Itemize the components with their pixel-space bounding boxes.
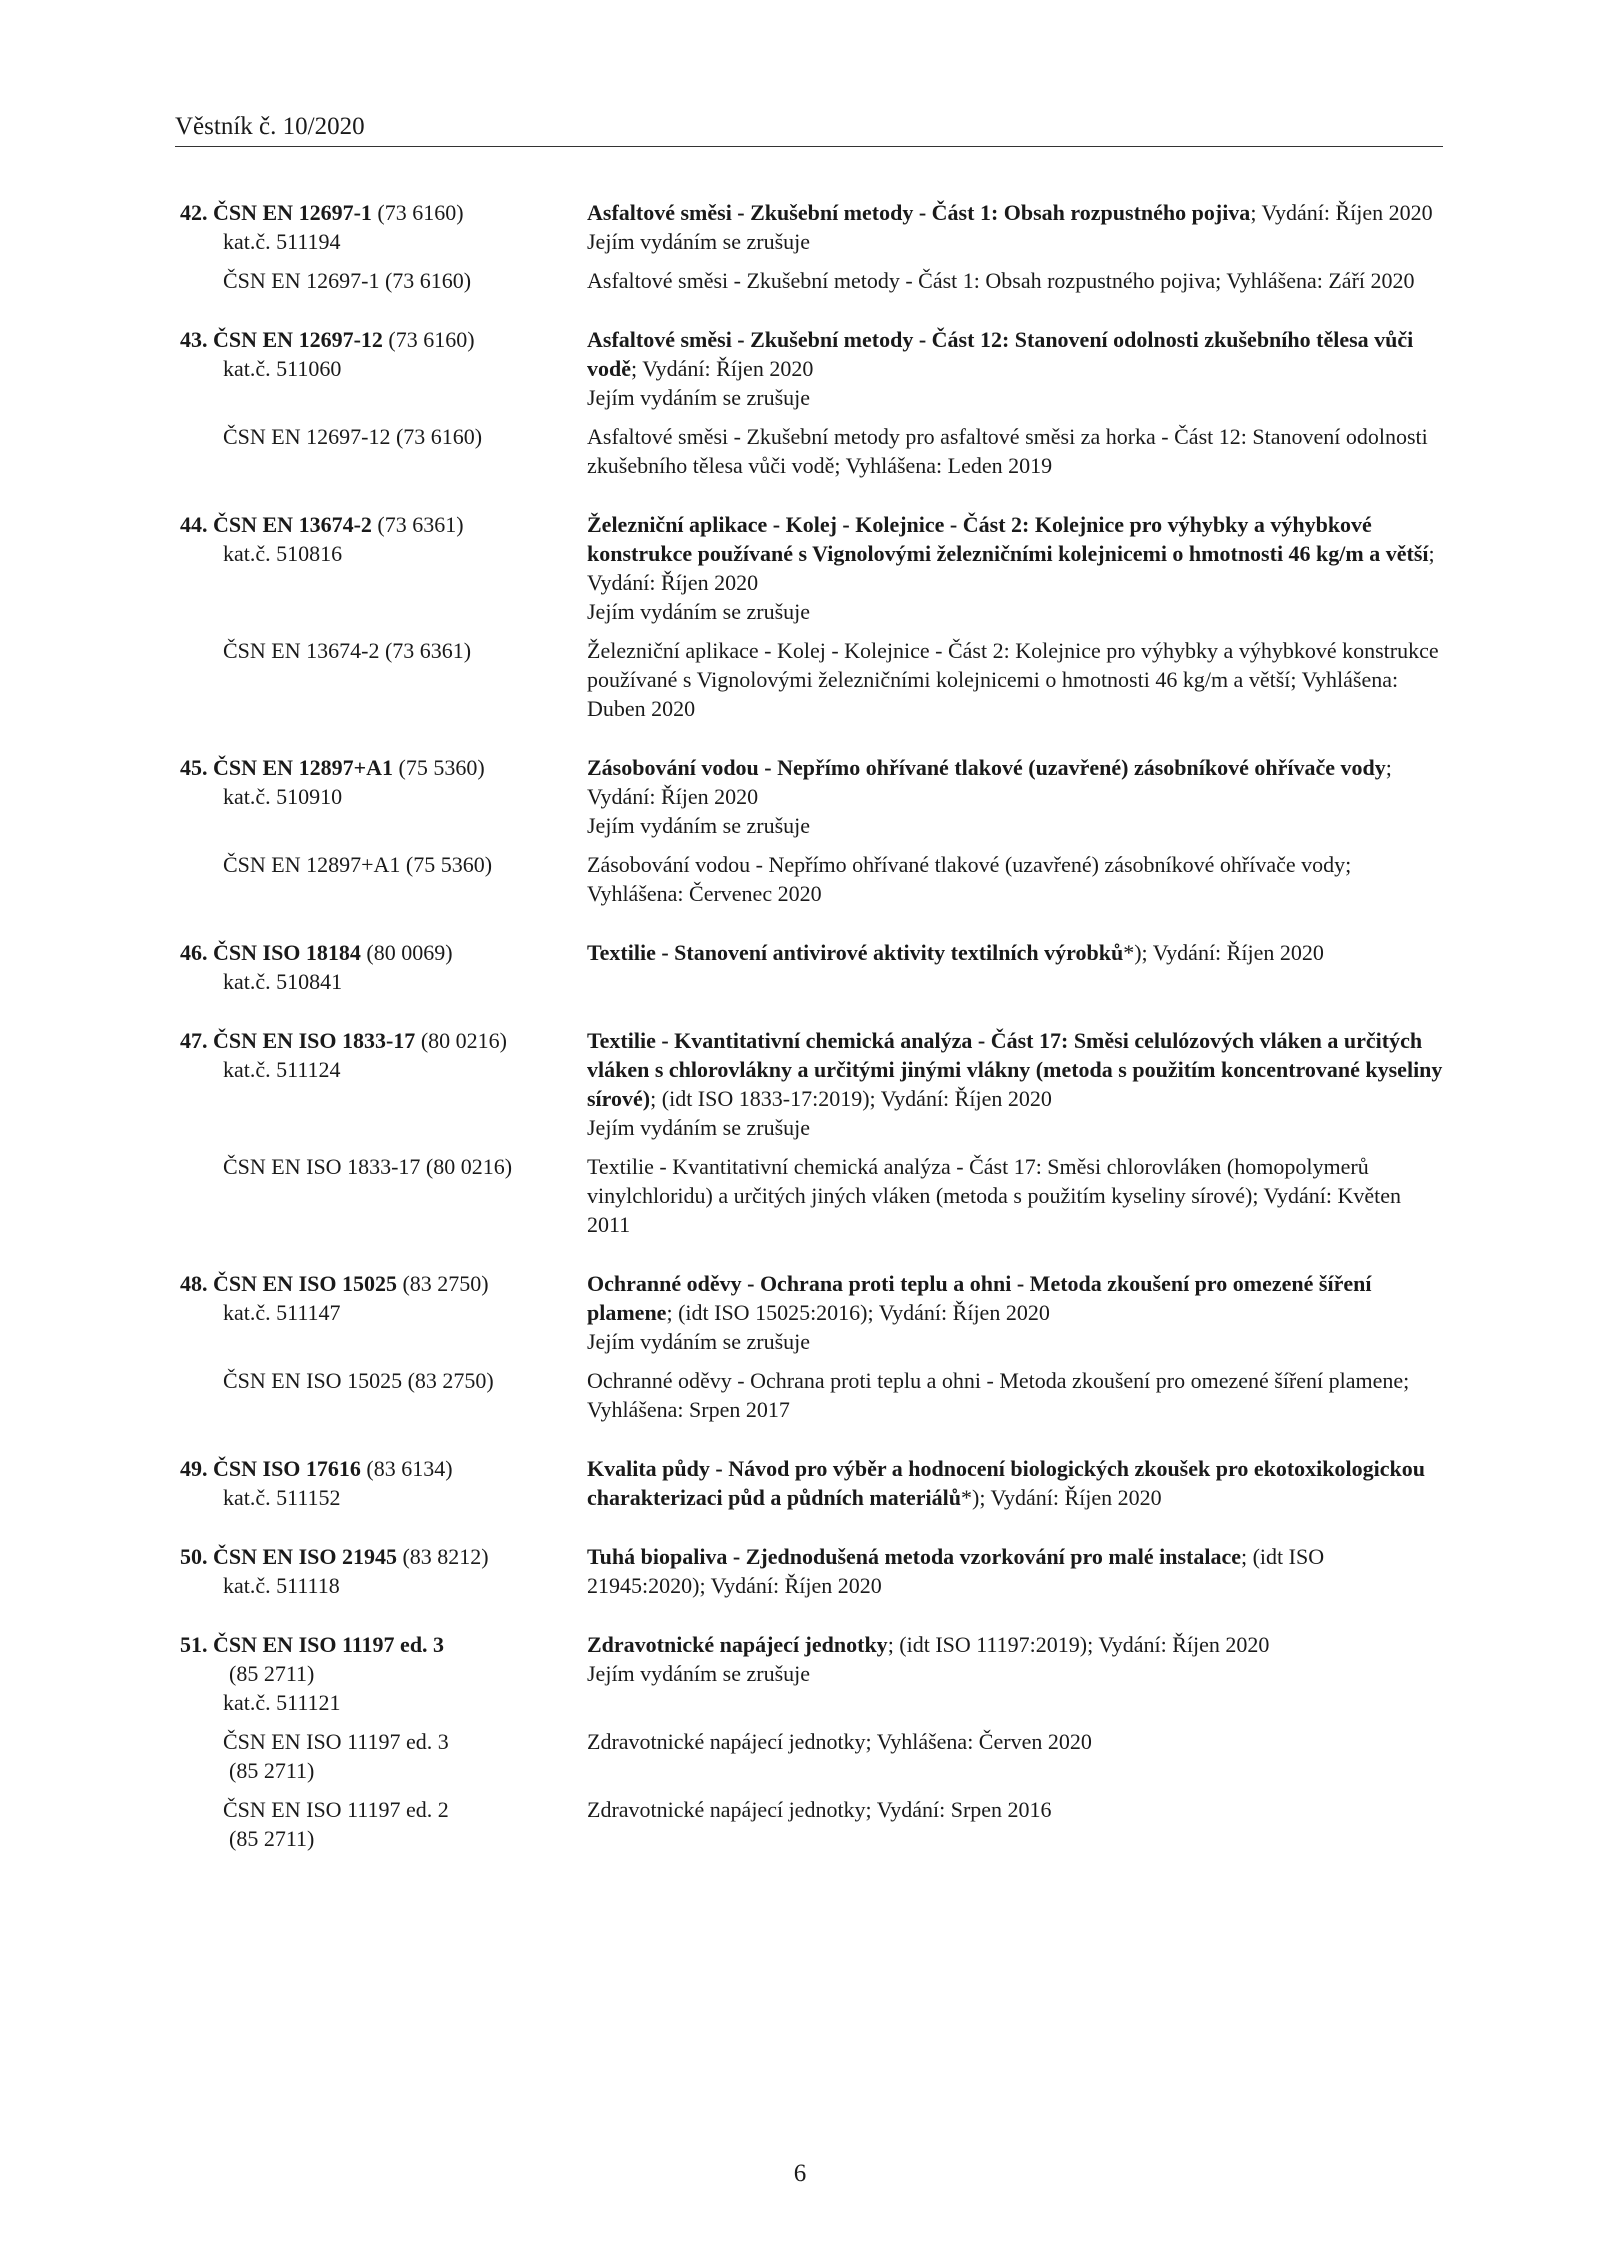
cancel-note: Jejím vydáním se zrušuje bbox=[587, 599, 811, 624]
header-rule bbox=[175, 146, 1443, 147]
cancel-note: Jejím vydáním se zrušuje bbox=[587, 813, 811, 838]
entry-issue: ; Vydání: Říjen 2020 bbox=[587, 541, 1435, 595]
entry-code: ČSN EN ISO 1833-17 bbox=[213, 1028, 416, 1053]
entry-identifier bbox=[180, 1542, 587, 1600]
replaced-standard bbox=[180, 422, 1446, 480]
entry-number: 51. bbox=[180, 1632, 208, 1657]
entry-description bbox=[587, 325, 1446, 412]
replaced-code: ČSN EN 12897+A1 (75 5360) bbox=[223, 852, 493, 877]
entry-title: Železniční aplikace - Kolej - Kolejnice - Část 2: Kolejnice pro výhybky a výhybkové konstrukce používané s Vignolovými železničními kolejnicemi o hmotnosti 46 kg/m a větší bbox=[587, 512, 1429, 566]
replaced-code: ČSN EN 12697-1 (73 6160) bbox=[223, 268, 472, 293]
entry-title: Zdravotnické napájecí jednotky bbox=[587, 1632, 888, 1657]
entry-identifier bbox=[180, 1026, 587, 1142]
cancel-note: Jejím vydáním se zrušuje bbox=[587, 385, 811, 410]
entry-number: 43. bbox=[180, 327, 208, 352]
entry-class: (73 6160) bbox=[377, 200, 464, 225]
standard-entry bbox=[180, 938, 1446, 996]
replaced-code: ČSN EN ISO 11197 ed. 3 bbox=[223, 1729, 449, 1754]
standard-entry bbox=[180, 1026, 1446, 1239]
entry-code: ČSN EN 13674-2 bbox=[213, 512, 372, 537]
entry-class: (75 5360) bbox=[398, 755, 485, 780]
entry-class: (83 6134) bbox=[366, 1456, 453, 1481]
standard-entry bbox=[180, 1630, 1446, 1853]
entry-description bbox=[587, 510, 1446, 626]
replaced-code: ČSN EN 13674-2 (73 6361) bbox=[223, 638, 472, 663]
replaced-standard bbox=[180, 636, 1446, 723]
entry-number: 47. bbox=[180, 1028, 208, 1053]
standard-entry bbox=[180, 1542, 1446, 1600]
entry-description bbox=[587, 1542, 1446, 1600]
entry-catalog: kat.č. 511060 bbox=[223, 356, 342, 381]
entry-code: ČSN ISO 17616 bbox=[213, 1456, 361, 1481]
entry-description bbox=[587, 938, 1446, 996]
entry-code: ČSN EN ISO 11197 ed. 3 bbox=[213, 1632, 445, 1657]
replaced-standard bbox=[180, 1152, 1446, 1239]
entry-issue: *); Vydání: Říjen 2020 bbox=[961, 1485, 1162, 1510]
entry-issue: ; Vydání: Říjen 2020 bbox=[587, 755, 1392, 809]
entry-catalog: kat.č. 511152 bbox=[223, 1485, 341, 1510]
entry-description bbox=[587, 1454, 1446, 1512]
entry-catalog: kat.č. 511147 bbox=[223, 1300, 341, 1325]
entry-identifier bbox=[180, 510, 587, 626]
cancel-note: Jejím vydáním se zrušuje bbox=[587, 229, 811, 254]
entry-description bbox=[587, 1026, 1446, 1142]
entry-description bbox=[587, 1269, 1446, 1356]
entry-catalog: kat.č. 510910 bbox=[223, 784, 343, 809]
standard-entry bbox=[180, 753, 1446, 908]
entry-number: 45. bbox=[180, 755, 208, 780]
page-number: 6 bbox=[793, 2160, 807, 2187]
replaced-text: Zdravotnické napájecí jednotky; Vyhlášena: Červen 2020 bbox=[587, 1729, 1092, 1754]
entry-identifier bbox=[180, 325, 587, 412]
replaced-text: Zdravotnické napájecí jednotky; Vydání: Srpen 2016 bbox=[587, 1797, 1052, 1822]
replaced-text: Textilie - Kvantitativní chemická analýza - Část 17: Směsi chlorovláken (homopolymerů vinylchloridu) a určitých jiných vláken (metoda s použitím kyseliny sírové); Vydání: Květen 2011 bbox=[587, 1154, 1402, 1237]
entry-number: 42. bbox=[180, 200, 208, 225]
entry-code: ČSN EN ISO 15025 bbox=[213, 1271, 397, 1296]
standard-entry bbox=[180, 198, 1446, 295]
entry-issue: *); Vydání: Říjen 2020 bbox=[1123, 940, 1324, 965]
entry-class: (83 2750) bbox=[402, 1271, 489, 1296]
entry-title: Ochranné oděvy - Ochrana proti teplu a ohni - Metoda zkoušení pro omezené šíření plamene bbox=[587, 1271, 1372, 1325]
entry-catalog: kat.č. 511118 bbox=[223, 1573, 340, 1598]
entry-number: 44. bbox=[180, 512, 208, 537]
replaced-class: (85 2711) bbox=[229, 1758, 315, 1783]
entry-identifier bbox=[180, 1269, 587, 1356]
replaced-standard bbox=[180, 1795, 1446, 1853]
standard-entry bbox=[180, 510, 1446, 723]
entry-identifier bbox=[180, 198, 587, 256]
replaced-text: Asfaltové směsi - Zkušební metody - Část 1: Obsah rozpustného pojiva; Vyhlášena: Září 2020 bbox=[587, 268, 1415, 293]
entry-number: 46. bbox=[180, 940, 208, 965]
cancel-note: Jejím vydáním se zrušuje bbox=[587, 1661, 811, 1686]
entry-class: (73 6160) bbox=[388, 327, 475, 352]
replaced-code: ČSN EN ISO 15025 (83 2750) bbox=[223, 1368, 494, 1393]
entry-code: ČSN EN 12697-1 bbox=[213, 200, 372, 225]
standard-entry bbox=[180, 325, 1446, 480]
entry-number: 50. bbox=[180, 1544, 208, 1569]
entry-number: 49. bbox=[180, 1456, 208, 1481]
entry-title: Textilie - Stanovení antivirové aktivity textilních výrobků bbox=[587, 940, 1124, 965]
entry-identifier bbox=[180, 1454, 587, 1512]
replaced-class: (85 2711) bbox=[229, 1826, 315, 1851]
entry-identifier bbox=[180, 938, 587, 996]
entry-catalog: kat.č. 510841 bbox=[223, 969, 343, 994]
entry-class: (80 0216) bbox=[420, 1028, 507, 1053]
cancel-note: Jejím vydáním se zrušuje bbox=[587, 1115, 811, 1140]
replaced-code: ČSN EN 12697-12 (73 6160) bbox=[223, 424, 483, 449]
entry-number: 48. bbox=[180, 1271, 208, 1296]
entry-catalog: kat.č. 511124 bbox=[223, 1057, 341, 1082]
entry-code: ČSN ISO 18184 bbox=[213, 940, 361, 965]
replaced-text: Asfaltové směsi - Zkušební metody pro asfaltové směsi za horka - Část 12: Stanovení odolnosti zkušebního tělesa vůči vodě; Vyhlášena: Leden 2019 bbox=[587, 424, 1428, 478]
replaced-standard bbox=[180, 850, 1446, 908]
standard-entry bbox=[180, 1454, 1446, 1512]
entry-title: Asfaltové směsi - Zkušební metody - Část 12: Stanovení odolnosti zkušebního tělesa vůči vodě bbox=[587, 327, 1414, 381]
replaced-standard bbox=[180, 1727, 1446, 1785]
entry-code: ČSN EN 12697-12 bbox=[213, 327, 383, 352]
replaced-standard bbox=[180, 1366, 1446, 1424]
entry-identifier bbox=[180, 753, 587, 840]
entry-code: ČSN EN 12897+A1 bbox=[213, 755, 393, 780]
entry-title: Zásobování vodou - Nepřímo ohřívané tlakové (uzavřené) zásobníkové ohřívače vody bbox=[587, 755, 1386, 780]
entry-title: Asfaltové směsi - Zkušební metody - Část 1: Obsah rozpustného pojiva bbox=[587, 200, 1251, 225]
entry-class: (83 8212) bbox=[402, 1544, 489, 1569]
entry-catalog: kat.č. 510816 bbox=[223, 541, 343, 566]
replaced-text: Zásobování vodou - Nepřímo ohřívané tlakové (uzavřené) zásobníkové ohřívače vody; Vyhlášena: Červenec 2020 bbox=[587, 852, 1352, 906]
entry-description bbox=[587, 198, 1446, 256]
entry-title: Kvalita půdy - Návod pro výběr a hodnocení biologických zkoušek pro ekotoxikologickou charakterizaci půd a půdních materiálů bbox=[587, 1456, 1425, 1510]
entry-issue: ; (idt ISO 11197:2019); Vydání: Říjen 2020 bbox=[887, 1632, 1270, 1657]
entry-title: Textilie - Kvantitativní chemická analýza - Část 17: Směsi celulózových vláken a určitých vláken s chlorovlákny a určitými jinými vlákny (metoda s použitím koncentrované kyseliny sírové) bbox=[587, 1028, 1443, 1111]
entry-class: (73 6361) bbox=[377, 512, 464, 537]
entry-title: Tuhá biopaliva - Zjednodušená metoda vzorkování pro malé instalace bbox=[587, 1544, 1241, 1569]
entry-description bbox=[587, 1630, 1446, 1717]
standards-list bbox=[180, 198, 1446, 1883]
entry-issue: ; (idt ISO 21945:2020); Vydání: Říjen 2020 bbox=[587, 1544, 1325, 1598]
replaced-code: ČSN EN ISO 1833-17 (80 0216) bbox=[223, 1154, 513, 1179]
entry-issue: ; (idt ISO 15025:2016); Vydání: Říjen 2020 bbox=[666, 1300, 1050, 1325]
cancel-note: Jejím vydáním se zrušuje bbox=[587, 1329, 811, 1354]
entry-issue: ; Vydání: Říjen 2020 bbox=[1250, 200, 1433, 225]
entry-description bbox=[587, 753, 1446, 840]
entry-issue: ; Vydání: Říjen 2020 bbox=[631, 356, 814, 381]
entry-catalog: kat.č. 511121 bbox=[223, 1690, 341, 1715]
replaced-text: Ochranné oděvy - Ochrana proti teplu a ohni - Metoda zkoušení pro omezené šíření plamene; Vyhlášena: Srpen 2017 bbox=[587, 1368, 1410, 1422]
replaced-code: ČSN EN ISO 11197 ed. 2 bbox=[223, 1797, 449, 1822]
entry-identifier bbox=[180, 1630, 587, 1717]
replaced-text: Železniční aplikace - Kolej - Kolejnice - Část 2: Kolejnice pro výhybky a výhybkové konstrukce používané s Vignolovými železničními kolejnicemi o hmotnosti 46 kg/m a větší; Vyhlášena: Duben 2020 bbox=[587, 638, 1439, 721]
entry-class: (85 2711) bbox=[229, 1661, 315, 1686]
entry-catalog: kat.č. 511194 bbox=[223, 229, 341, 254]
entry-class: (80 0069) bbox=[366, 940, 453, 965]
replaced-standard bbox=[180, 266, 1446, 295]
page-header: Věstník č. 10/2020 bbox=[175, 113, 365, 140]
standard-entry bbox=[180, 1269, 1446, 1424]
entry-issue: ; (idt ISO 1833-17:2019); Vydání: Říjen 2020 bbox=[650, 1086, 1052, 1111]
entry-code: ČSN EN ISO 21945 bbox=[213, 1544, 397, 1569]
